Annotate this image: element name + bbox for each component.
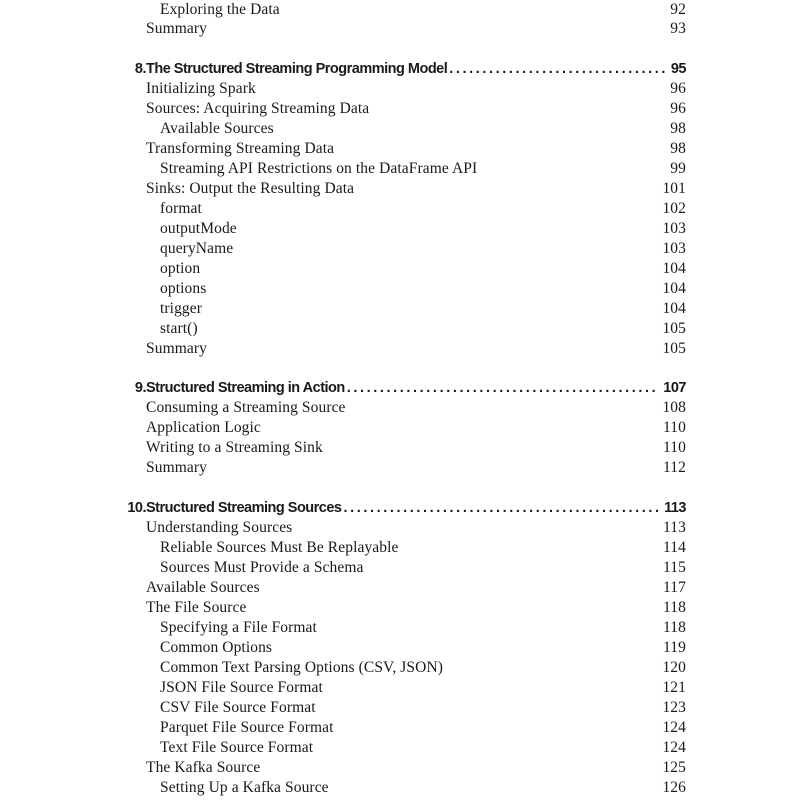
- toc-entry-title: Streaming API Restrictions on the DataFrame API: [160, 160, 478, 177]
- toc-entry-page: 114: [663, 539, 686, 556]
- toc-entry-page: 92: [670, 1, 686, 18]
- chapter-page: 107: [663, 380, 686, 396]
- toc-entry-page: 104: [662, 260, 686, 277]
- toc-entry[interactable]: [146, 418, 686, 438]
- toc-entry-page: 101: [662, 180, 686, 197]
- chapter-title: The Structured Streaming Programming Model: [146, 61, 448, 77]
- toc-entry[interactable]: [146, 339, 686, 359]
- toc-entry-page: 108: [662, 399, 686, 416]
- chapter-number: 10.: [127, 500, 146, 516]
- toc-entry-page: 105: [662, 340, 686, 357]
- toc-entry-page: 117: [663, 579, 686, 596]
- toc-entry[interactable]: [146, 758, 686, 778]
- toc-entry-title: JSON File Source Format: [160, 679, 323, 696]
- toc-entry-page: 120: [662, 659, 686, 676]
- toc-entry-title: Summary: [146, 20, 207, 37]
- toc-entry[interactable]: [160, 618, 686, 638]
- toc-entry-title: format: [160, 200, 202, 217]
- toc-entry-page: 102: [662, 200, 686, 217]
- toc-entry-title: options: [160, 280, 207, 297]
- toc-entry-title: Summary: [146, 459, 207, 476]
- toc-entry[interactable]: [160, 718, 686, 738]
- toc-entry-title: queryName: [160, 240, 234, 257]
- toc-entry-title: Available Sources: [146, 579, 260, 596]
- chapter-page: 95: [670, 61, 686, 77]
- toc-entry[interactable]: [146, 518, 686, 538]
- toc-entry[interactable]: [160, 538, 686, 558]
- toc-entry[interactable]: [146, 79, 686, 99]
- toc-entry-page: 103: [662, 220, 686, 237]
- toc-entry-title: Text File Source Format: [160, 739, 314, 756]
- toc-entry[interactable]: [160, 698, 686, 718]
- toc-entry-title: CSV File Source Format: [160, 699, 316, 716]
- toc-entry[interactable]: [160, 199, 686, 219]
- toc-chapter-8[interactable]: [110, 58, 686, 80]
- toc-entry-title: Setting Up a Kafka Source: [160, 779, 329, 796]
- toc-chapter-10[interactable]: [110, 497, 686, 519]
- chapter-page: 113: [664, 500, 686, 516]
- toc-entry[interactable]: [160, 558, 686, 578]
- toc-entry-page: 110: [663, 419, 686, 436]
- toc-entry-title: Consuming a Streaming Source: [146, 399, 346, 416]
- toc-entry-page: 93: [670, 20, 686, 37]
- toc-entry[interactable]: [160, 638, 686, 658]
- chapter-number: 8.: [134, 61, 146, 77]
- toc-chapter-9[interactable]: [110, 377, 686, 399]
- toc-entry[interactable]: [160, 159, 686, 179]
- chapter-title: Structured Streaming Sources: [146, 500, 342, 516]
- toc-entry-title: outputMode: [160, 220, 237, 237]
- toc-entry-title: Parquet File Source Format: [160, 719, 334, 736]
- toc-entry-title: Reliable Sources Must Be Replayable: [160, 539, 399, 556]
- toc-entry-title: Initializing Spark: [146, 80, 256, 97]
- toc-entry[interactable]: [146, 99, 686, 119]
- toc-entry-title: Sources: Acquiring Streaming Data: [146, 100, 370, 117]
- toc-entry-title: The File Source: [146, 599, 247, 616]
- toc-entry-title: Specifying a File Format: [160, 619, 317, 636]
- toc-entry-title: start(): [160, 320, 198, 337]
- toc-entry[interactable]: [146, 179, 686, 199]
- toc-entry[interactable]: [160, 239, 686, 259]
- toc-entry-page: 112: [663, 459, 686, 476]
- toc-entry[interactable]: [160, 299, 686, 319]
- toc-entry[interactable]: [160, 219, 686, 239]
- toc-entry[interactable]: [146, 139, 686, 159]
- toc-entry-title: Transforming Streaming Data: [146, 140, 335, 157]
- toc-entry-title: Sinks: Output the Resulting Data: [146, 180, 355, 197]
- toc-entry[interactable]: [146, 598, 686, 618]
- toc-entry[interactable]: [160, 259, 686, 279]
- toc-entry-page: 126: [662, 779, 686, 796]
- toc-entry-page: 96: [670, 80, 686, 97]
- toc-entry-page: 121: [662, 679, 686, 696]
- toc-entry[interactable]: [160, 778, 686, 798]
- toc-entry-page: 118: [663, 599, 686, 616]
- chapter-title: Structured Streaming in Action: [146, 380, 345, 396]
- toc-entry-title: Exploring the Data: [160, 1, 280, 18]
- toc-entry-page: 98: [670, 140, 686, 157]
- toc-entry-page: 115: [663, 559, 686, 576]
- toc-entry-page: 113: [663, 519, 686, 536]
- leader-dots: [449, 61, 665, 77]
- toc-entry[interactable]: [160, 678, 686, 698]
- toc-entry-page: 118: [663, 619, 686, 636]
- toc-entry[interactable]: [146, 398, 686, 418]
- toc-entry-page: 105: [662, 320, 686, 337]
- toc-entry[interactable]: [146, 438, 686, 458]
- toc-entry-page: 124: [662, 739, 686, 756]
- toc-entry-page: 96: [670, 100, 686, 117]
- toc-entry[interactable]: [146, 578, 686, 598]
- toc-entry[interactable]: [160, 658, 686, 678]
- toc-entry[interactable]: [160, 119, 686, 139]
- toc-entry-page: 99: [670, 160, 686, 177]
- toc-entry[interactable]: [160, 738, 686, 758]
- toc-entry-title: Available Sources: [160, 120, 274, 137]
- toc-entry-title: option: [160, 260, 201, 277]
- toc-entry[interactable]: [160, 0, 686, 20]
- toc-entry-page: 104: [662, 280, 686, 297]
- toc-entry-title: Common Options: [160, 639, 273, 656]
- toc-entry-title: Understanding Sources: [146, 519, 293, 536]
- toc-entry-page: 110: [663, 439, 686, 456]
- toc-entry-page: 125: [662, 759, 686, 776]
- toc-entry[interactable]: [160, 319, 686, 339]
- toc-entry-page: 123: [662, 699, 686, 716]
- toc-entry-title: Sources Must Provide a Schema: [160, 559, 364, 576]
- toc-entry-page: 98: [670, 120, 686, 137]
- toc-entry-page: 103: [662, 240, 686, 257]
- toc-entry-page: 124: [662, 719, 686, 736]
- toc-entry-title: Writing to a Streaming Sink: [146, 439, 323, 456]
- toc-entry-page: 119: [663, 639, 686, 656]
- chapter-number: 9.: [134, 380, 146, 396]
- toc-entry[interactable]: [160, 279, 686, 299]
- toc-entry-title: The Kafka Source: [146, 759, 261, 776]
- toc-entry[interactable]: [146, 19, 686, 39]
- toc-entry-title: trigger: [160, 300, 203, 317]
- toc-entry-title: Application Logic: [146, 419, 261, 436]
- toc-entry-title: Summary: [146, 340, 207, 357]
- toc-entry-page: 104: [662, 300, 686, 317]
- leader-dots: [347, 380, 658, 396]
- toc-entry[interactable]: [146, 458, 686, 478]
- leader-dots: [344, 500, 659, 516]
- toc-entry-title: Common Text Parsing Options (CSV, JSON): [160, 659, 443, 676]
